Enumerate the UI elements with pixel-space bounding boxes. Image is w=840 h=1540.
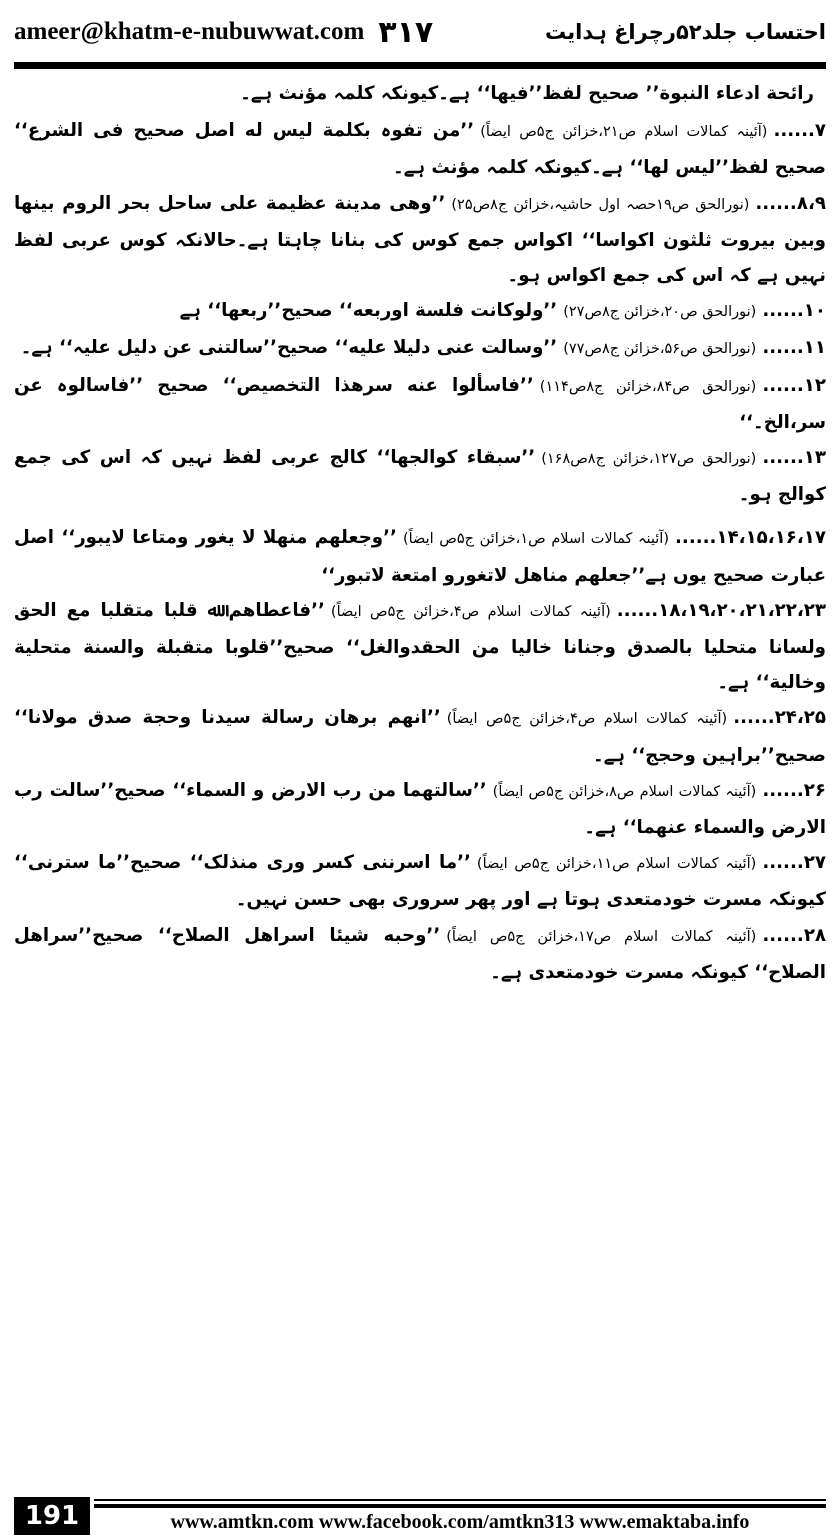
entry-text: ’’من تفوہ بکلمة لیس له اصل صحیح فی الشرع‘‘ صحیح لفظ’’لیس لھا‘‘ ہے۔کیونکہ کلمہ مؤنث ہے۔ <box>14 120 826 179</box>
entry-number: ۲۷...... <box>762 852 826 874</box>
entry-text: ’’وھی مدینة عظیمة علی ساحل بحر الروم بینھا وبین بیروت ثلثون اکواسا‘‘ اکواس جمع کوس کی بنانا چاہتا ہے۔حالانکہ کوس عربی لفظ نہیں ہے کہ اس کی جمع اکواس ہو۔ <box>14 192 826 287</box>
footer-page-number: 191 <box>14 1497 90 1535</box>
header-divider <box>14 62 826 69</box>
page-footer <box>14 1496 826 1536</box>
entry-reference: (آئینہ کمالات اسلام ص۲۱،خزائن ج۵ص ایضاً) <box>480 124 768 141</box>
entry-reference: (آئینہ کمالات اسلام ص۴،خزائن ج۵ص ایضاً) <box>446 711 728 728</box>
header-page-number: ٣١٧ <box>378 14 434 50</box>
entry-12 <box>14 918 826 990</box>
footer-rule-thick <box>94 1504 826 1508</box>
footer-urls[interactable]: www.amtkn.com www.facebook.com/amtkn313 www.emaktaba.info <box>170 1510 750 1533</box>
spacer <box>14 512 826 520</box>
entry-text: رائحة ادعاء النبوة’’ صحیح لفظ’’فیھا‘‘ ہے۔کیونکہ کلمہ مؤنث ہے۔ <box>240 83 814 104</box>
footer-rule-thin <box>94 1499 826 1501</box>
entry-reference <box>814 87 826 103</box>
book-title: احتساب جلد۵۲رچراغ ہدایت <box>545 20 826 44</box>
entry-8 <box>14 593 826 701</box>
entry-0 <box>14 76 826 113</box>
entry-number: ۲۶...... <box>762 779 826 801</box>
entry-number: ۱۲...... <box>762 374 826 396</box>
entry-number: ۸،۹...... <box>755 192 826 214</box>
entry-text: ’’فاعطاھم ﷲ قلبا متقلبا مع الحق ولسانا متحلیا بالصدق وجنانا خالیا من الحقدوالغل‘‘ صحیح’’قلوبا متقبلة والسنة متحلیة وخالیة‘‘ ہے۔ <box>14 599 826 694</box>
entry-text: ’’وجعلھم منھلا لا یغور ومتاعا لایبور‘‘ اصل عبارت صحیح یوں ہے’’جعلھم مناھل لاتغورو امتعة لاتبور‘‘ <box>14 527 826 586</box>
entry-6 <box>14 440 826 512</box>
entry-10 <box>14 773 826 845</box>
entry-reference: (آئینہ کمالات اسلام ص۱۱،خزائن ج۵ص ایضاً) <box>476 856 757 873</box>
entry-text: ’’سالتھما من رب الارض و السماء‘‘ صحیح’’سالت رب الارض والسماء عنھما‘‘ ہے۔ <box>14 779 826 839</box>
entry-3 <box>14 293 826 330</box>
entry-text: ’’سبقاء کوالجھا‘‘ کالج عربی لفظ نہیں کہ اس کی جمع کوالج ہو۔ <box>14 447 826 506</box>
entry-7 <box>14 520 826 592</box>
header-left <box>14 15 433 50</box>
entry-5 <box>14 368 826 440</box>
entry-reference: (نورالحق ص۲۰،خزائن ج۸ص۲۷) <box>563 304 757 321</box>
entry-number: ۱۳...... <box>762 447 826 469</box>
entry-text: ’’ما اسرننی کسر وری منذلک‘‘ صحیح’’ما سترنی‘‘ کیونکہ مسرت خودمتعدی ہوتا ہے اور پھر سروری بھی حسن نہیں۔ <box>14 852 826 911</box>
footer-links <box>90 1499 826 1534</box>
entry-reference: (آئینہ کمالات اسلام ص۴،خزائن ج۵ص ایضاً) <box>330 603 611 620</box>
entry-number: ۷...... <box>773 120 827 142</box>
entry-2 <box>14 186 826 294</box>
entry-number: ۱۸،۱۹،۲۰،۲۱،۲۲،۲۳...... <box>616 599 826 621</box>
entry-text: ’’وحبه شیئا اسراھل الصلاح‘‘ صحیح’’سراھل الصلاح‘‘ کیونکہ مسرت خودمتعدی ہے۔ <box>14 924 826 983</box>
entry-reference: (آئینہ کمالات اسلام ص۱،خزائن ج۵ص ایضاً) <box>402 531 669 548</box>
entry-9 <box>14 700 826 772</box>
header-email[interactable]: ameer@khatm-e-nubuwwat.com <box>14 18 365 45</box>
entry-number: ۲۸...... <box>762 924 827 946</box>
page-body <box>14 76 826 1484</box>
page-header <box>14 6 826 58</box>
entry-4 <box>14 330 826 367</box>
entry-text: ’’وسالت عنی دلیلا علیه‘‘ صحیح’’سالتنی عن دلیل علیہ‘‘ ہے۔ <box>20 337 558 359</box>
entry-number: ۲۴،۲۵...... <box>733 707 826 729</box>
entry-reference: (نورالحق ص۱۲۷،خزائن ج۸ص۱۶۸) <box>541 451 757 468</box>
entry-number: ۱۰...... <box>762 300 826 322</box>
entry-11 <box>14 845 826 917</box>
entry-text: ’’ولوکانت فلسة اوربعه‘‘ صحیح’’ربعھا‘‘ ہے <box>179 300 558 322</box>
entry-reference: (نورالحق ص۸۴،خزائن ج۸ص۱۱۴) <box>539 378 757 395</box>
entry-reference: (آئینہ کمالات اسلام ص۱۷،خزائن ج۵ص ایضاً) <box>446 928 757 945</box>
entry-text: ’’انھم برھان رسالة سیدنا وحجة صدق مولانا‘‘ صحیح’’براہین وحجج‘‘ ہے۔ <box>14 707 826 766</box>
entry-text: ’’فاسألوا عنه سرھذا التخصیص‘‘ صحیح ’’فاسالوہ عن سر،الخ۔‘‘ <box>14 374 826 433</box>
entry-number: ۱۴،۱۵،۱۶،۱۷...... <box>675 527 827 549</box>
entry-reference: (نورالحق ص۱۹حصہ اول حاشیہ،خزائن ج۸ص۲۵) <box>451 196 750 213</box>
entry-number: ۱۱...... <box>762 337 826 359</box>
entry-1 <box>14 113 826 185</box>
entry-reference: (آئینہ کمالات اسلام ص۸،خزائن ج۵ص ایضاً) <box>492 783 757 800</box>
entry-reference: (نورالحق ص۵۶،خزائن ج۸ص۷۷) <box>563 341 757 358</box>
